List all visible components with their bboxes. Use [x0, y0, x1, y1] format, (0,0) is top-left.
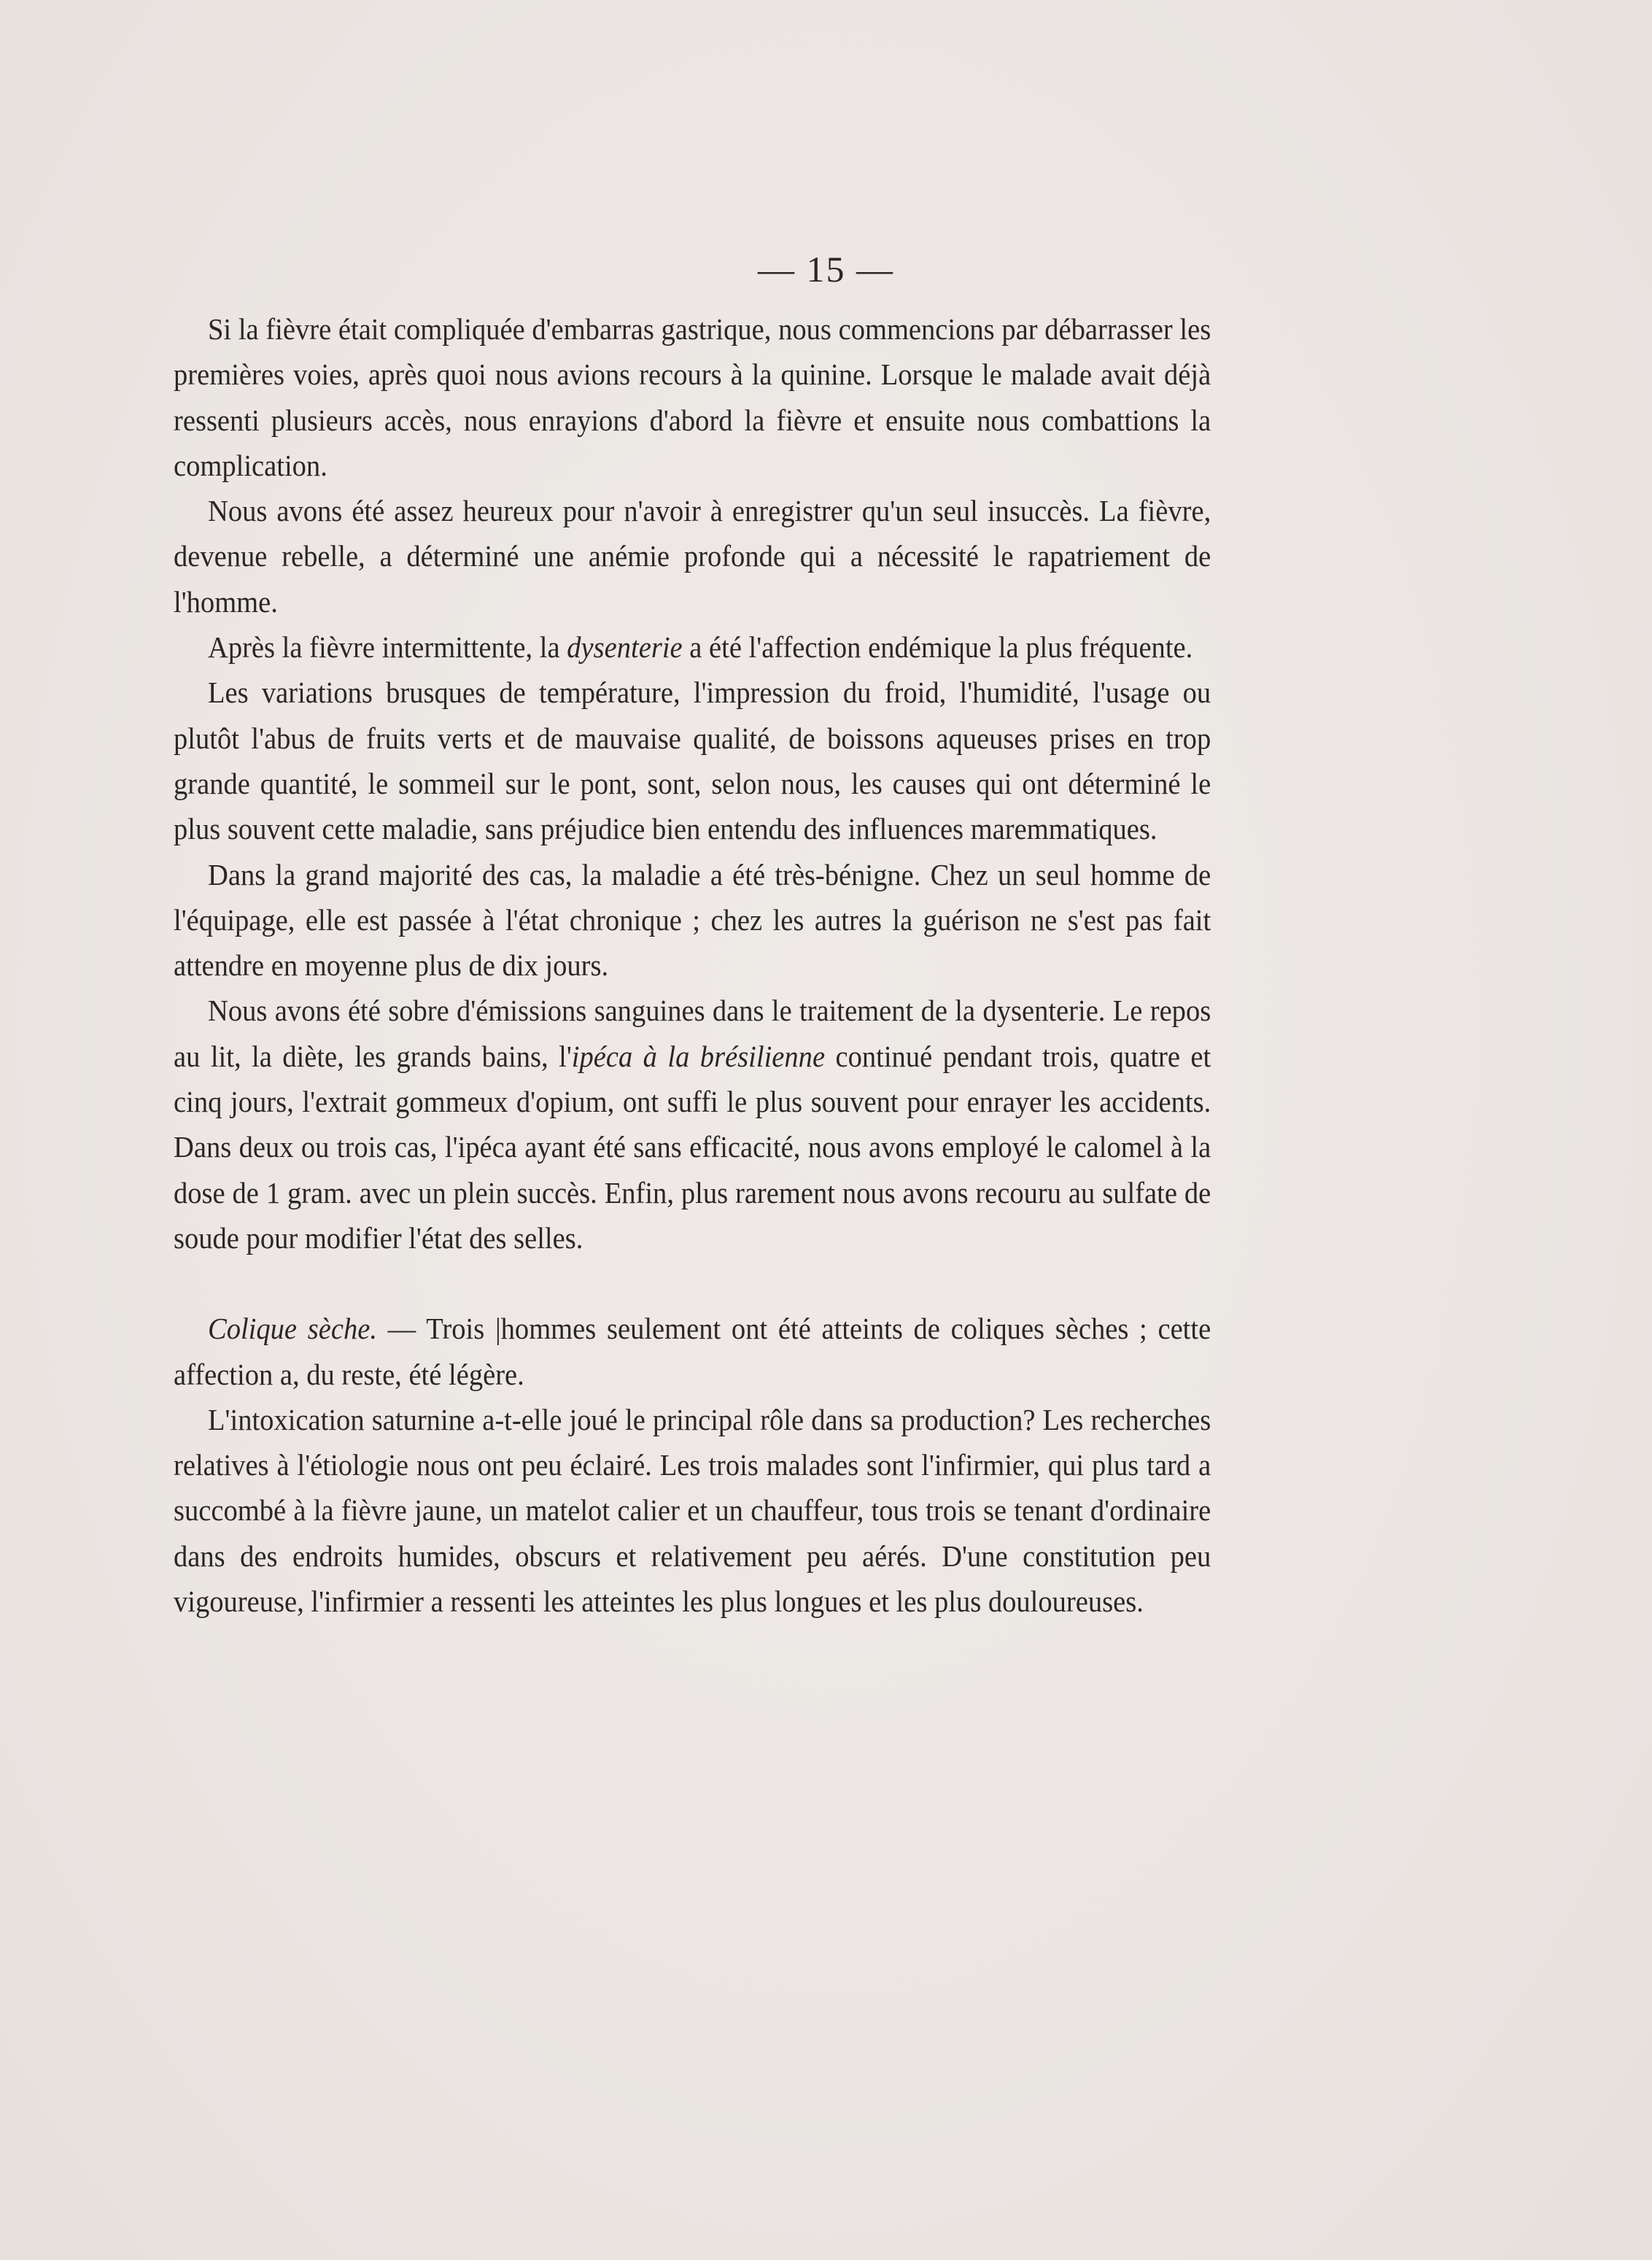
italic-term: ipéca à la brésilienne: [571, 1039, 826, 1073]
paragraph: [174, 852, 1211, 988]
paragraph-text: — Trois |hommes seulement ont été atteints de coliques sèches ; cette affection a, du reste, été légère.: [174, 1312, 1211, 1391]
section-paragraph: [174, 1306, 1211, 1397]
paragraph: [174, 306, 1211, 488]
italic-term: dysenterie: [567, 630, 683, 665]
paragraph-text: Après la fièvre intermittente, la: [208, 630, 567, 665]
section-heading: Colique sèche.: [208, 1312, 377, 1346]
paragraph-text: Dans la grand majorité des cas, la maladie a été très-bénigne. Chez un seul homme de l'équipage, elle est passée à l'état chronique ; chez les autres la guérison ne s'est pas fait attendre en moyenne plus de dix jours.: [174, 857, 1211, 983]
paragraph-text: Si la fièvre était compliquée d'embarras gastrique, nous commencions par débarrasser les premières voies, après quoi nous avions recours à la quinine. Lorsque le malade avait déjà ressenti plusieurs accès, nous enrayions d'abord la fièvre et ensuite nous combattions la complication.: [174, 312, 1211, 482]
paragraph-text: continué pendant trois, quatre et cinq jours, l'extrait gommeux d'opium, ont suffi le plus souvent pour enrayer les accidents. Dans deux ou trois cas, l'ipéca ayant été sans efficacité, nous avons employé le calomel à la dose de 1 gram. avec un plein succès. Enfin, plus rarement nous avons recouru au sulfate de soude pour modifier l'état des selles.: [174, 1039, 1211, 1255]
paragraph: [174, 488, 1211, 624]
paragraph-text: Nous avons été sobre d'émissions sanguines dans le traitement de la dysenterie. Le repos au lit, la diète, les grands bains, l': [174, 994, 1211, 1073]
paragraph: [174, 670, 1211, 851]
paragraph: [174, 1397, 1211, 1624]
paragraph: [174, 988, 1211, 1261]
body-text: [174, 306, 1211, 1624]
paragraph-text: Nous avons été assez heureux pour n'avoir à enregistrer qu'un seul insuccès. La fièvre, devenue rebelle, a déterminé une anémie profonde qui a nécessité le rapatriement de l'homme.: [174, 494, 1211, 619]
paragraph-text: Les variations brusques de température, l'impression du froid, l'humidité, l'usage ou plutôt l'abus de fruits verts et de mauvaise qualité, de boissons aqueuses prises en trop grande quantité, le sommeil sur le pont, sont, selon nous, les causes qui ont déterminé le plus souvent cette maladie, sans préjudice bien entendu des influences maremmatiques.: [174, 676, 1211, 846]
paragraph-text: a été l'affection endémique la plus fréquente.: [682, 630, 1193, 665]
paragraph-text: L'intoxication saturnine a-t-elle joué le principal rôle dans sa production? Les recherches relatives à l'étiologie nous ont peu éclairé. Les trois malades sont l'infirmier, qui plus tard a succombé à la fièvre jaune, un matelot calier et un chauffeur, tous trois se tenant d'ordinaire dans des endroits humides, obscurs et relativement peu aérés. D'une constitution peu vigoureuse, l'infirmier a ressenti les atteintes les plus longues et les plus douloureuses.: [174, 1402, 1211, 1619]
page-number: — 15 —: [758, 249, 894, 290]
paragraph: [174, 624, 1211, 670]
